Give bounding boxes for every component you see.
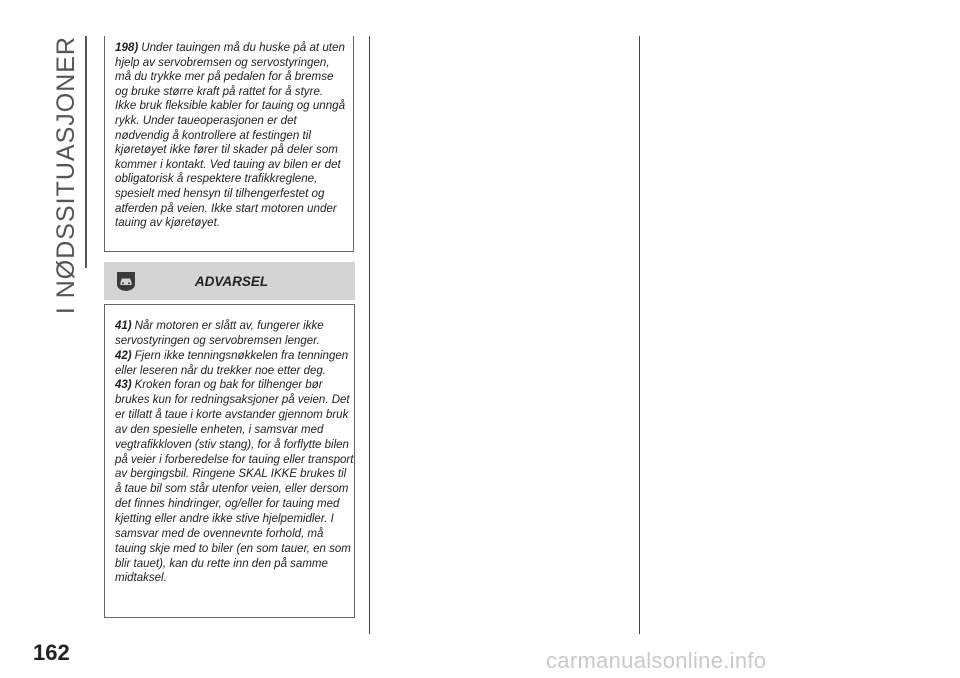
warning-note-42 (115, 349, 354, 379)
column-divider-left (369, 36, 370, 634)
warning-banner (104, 262, 355, 300)
note-number: 198) (115, 41, 139, 54)
warning-notes-box (104, 304, 355, 618)
watermark: carmanualsonline.info (546, 648, 767, 673)
note-text: Fjern ikke tenningsnøkkelen fra tenningen eller leseren når du trekker noe etter deg. (115, 349, 349, 377)
note-198 (115, 41, 347, 231)
section-divider (85, 36, 87, 268)
note-198-box (104, 36, 354, 252)
column-divider-right (639, 36, 640, 634)
page-number: 162 (33, 640, 70, 665)
section-title (46, 36, 86, 315)
warning-title: ADVARSEL (194, 273, 269, 289)
section-title-text: I NØDSSITUASJONER (51, 36, 80, 315)
car-warning-icon (114, 269, 138, 293)
note-text: Når motoren er slått av, fungerer ikke servostyringen og servobremsen lenger. (115, 320, 324, 347)
note-number: 41) (115, 320, 132, 332)
note-number: 43) (115, 379, 132, 392)
note-text: Under tauingen må du huske på at uten hjelp av servobremsen og servostyringen, må du trykke mer på pedalen for å bremse og bruke større kraft på rattet for å styre. Ikke bruk fleksible kabler for tauing og unngå rykk. Under taueoperasjonen er det nødvendig å kontrollere at festingen til kjøretøyet ikke fører til skader på deler som kommer i kontakt. Ved tauing av bilen er det obligatorisk å respektere trafikkreglene, spesielt med hensyn til tilhengerfestet og atferden på veien. Ikke start motoren under tauing av kjøretøyet. (115, 41, 346, 230)
note-text: Kroken foran og bak for tilhenger bør brukes kun for redningsaksjoner på veien. Det er tillatt å taue i korte avstander gjennom bruk av den spesielle enheten, i samsvar med vegtrafikkloven (stiv stang), for å forflytte bilen på veier i forberedelse for tauing eller transport av bergingsbil. Ringene SKAL IKKE brukes til å taue bil som står utenfor veien, eller dersom det finnes hindringer, og/eller for tauing med kjetting eller andre ikke stive hjelpemidler. I samsvar med de ovennevnte forhold, må tauing skje med to biler (en som tauer, en som blir tauet), kan du rette inn den på samme midtaksel. (115, 379, 354, 585)
note-number: 42) (115, 349, 132, 362)
warning-note-41 (115, 319, 354, 349)
warning-note-43 (115, 378, 354, 586)
